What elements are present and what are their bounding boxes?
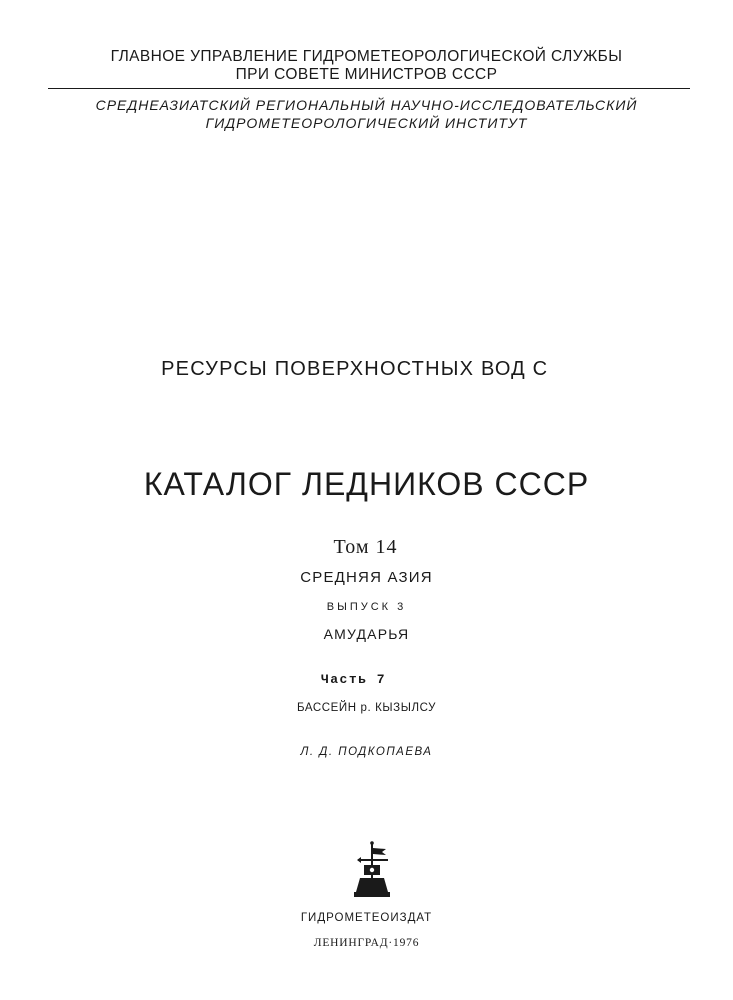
city-year: ЛЕНИНГРАД·1976 [313,937,420,949]
region-label: СРЕДНЯЯ АЗИЯ [300,569,433,586]
institute-line-2: ГИДРОМЕТЕОРОЛОГИЧЕСКИЙ ИНСТИТУТ [205,115,528,131]
series-title: РЕСУРСЫ ПОВЕРХНОСТНЫХ ВОД С [161,358,562,380]
publisher-name: ГИДРОМЕТЕОИЗДАТ [300,912,433,924]
author-name: Л. Д. ПОДКОПАЕВА [300,746,433,758]
header-line-2: ПРИ СОВЕТЕ МИНИСТРОВ СССР [235,66,498,83]
issue-label: ВЫПУСК 3 [326,601,407,613]
institute-line-1: СРЕДНЕАЗИАТСКИЙ РЕГИОНАЛЬНЫЙ НАУЧНО-ИССЛЕДОВАТЕЛЬСКИЙ [95,97,638,113]
part-label: Часть 7 [320,672,387,687]
header-rule [48,88,690,89]
page-title: КАТАЛОГ ЛЕДНИКОВ СССР [143,466,590,502]
weather-vane-icon [348,840,396,900]
basin-label: БАССЕЙН р. КЫЗЫЛСУ [296,702,437,714]
header-line-1: ГЛАВНОЕ УПРАВЛЕНИЕ ГИДРОМЕТЕОРОЛОГИЧЕСКОЙ СЛУЖБЫ [110,48,623,65]
river-label: АМУДАРЬЯ [323,626,410,642]
volume-label: Том 14 [333,536,398,558]
